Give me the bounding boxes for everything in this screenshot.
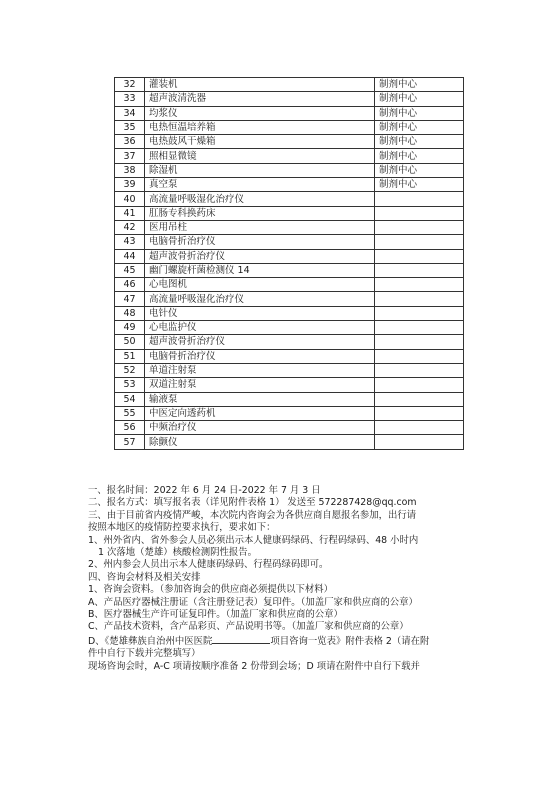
table-row [115, 206, 464, 220]
epidemic-notice-line2: 按照本地区的疫情防控要求执行，要求如下： [88, 522, 276, 534]
department [375, 278, 464, 292]
row-number: 40 [115, 192, 145, 206]
department [375, 263, 464, 277]
table-row [115, 220, 464, 234]
row-number: 53 [115, 378, 145, 392]
epidemic-notice-line1: 三、由于目前省内疫情严峻，本次院内咨询会为各供应商自愿报名参加，出行请 [88, 509, 417, 521]
row-number: 41 [115, 206, 145, 220]
requirement-1-line2: 1 次落地（楚雄）核酸检测阴性报告。 [98, 547, 257, 559]
equipment-name: 医用吊柱 [145, 220, 375, 234]
equipment-name: 高流量呼吸湿化治疗仪 [145, 292, 375, 306]
row-number: 49 [115, 321, 145, 335]
department: 制剂中心 [375, 149, 464, 163]
equipment-name: 电热恒温培养箱 [145, 120, 375, 134]
requirement-2: 2、州内参会人员出示本人健康码绿码、行程码绿码即可。 [88, 559, 329, 571]
table-row [115, 435, 464, 449]
onsite-instructions: 现场咨询会时，A-C 项请按顺序准备 2 份带到会场；D 项请在附件中自行下载并 [88, 660, 420, 672]
row-number: 48 [115, 306, 145, 320]
registration-time: 一、报名时间：2022 年 6 月 24 日-2022 年 7 月 3 日 [88, 485, 321, 496]
table-row [115, 363, 464, 377]
department: 制剂中心 [375, 178, 464, 192]
equipment-name: 幽门螺旋杆菌检测仪 14 [145, 263, 375, 277]
row-number: 50 [115, 335, 145, 349]
row-number: 57 [115, 435, 145, 449]
equipment-name: 超声波骨折治疗仪 [145, 335, 375, 349]
table-row [115, 178, 464, 192]
material-b: B、医疗器械生产许可证复印件。（加盖厂家和供应商的公章） [88, 609, 343, 621]
department [375, 406, 464, 420]
table-row [115, 392, 464, 406]
row-number: 42 [115, 220, 145, 234]
row-number: 36 [115, 135, 145, 149]
table-row [115, 406, 464, 420]
row-number: 55 [115, 406, 145, 420]
department: 制剂中心 [375, 135, 464, 149]
material-a: A、产品医疗器械注册证（含注册登记表）复印件。（加盖厂家和供应商的公章） [88, 596, 418, 608]
row-number: 45 [115, 263, 145, 277]
department: 制剂中心 [375, 120, 464, 134]
equipment-table [114, 77, 464, 450]
table-row [115, 163, 464, 177]
equipment-name: 电热鼓风干燥箱 [145, 135, 375, 149]
material-c: C、产品技术资料，含产品彩页、产品说明书等。（加盖厂家和供应商的公章） [88, 621, 409, 633]
department [375, 235, 464, 249]
equipment-name: 双道注射泵 [145, 378, 375, 392]
table-row [115, 421, 464, 435]
equipment-name: 输液泵 [145, 392, 375, 406]
department [375, 292, 464, 306]
department [375, 421, 464, 435]
department [375, 392, 464, 406]
department [375, 349, 464, 363]
row-number: 37 [115, 149, 145, 163]
department [375, 249, 464, 263]
table-row [115, 78, 464, 92]
table-row [115, 278, 464, 292]
row-number: 43 [115, 235, 145, 249]
equipment-name: 电脑骨折治疗仪 [145, 349, 375, 363]
row-number: 32 [115, 78, 145, 92]
row-number: 52 [115, 363, 145, 377]
table-row [115, 192, 464, 206]
department [375, 363, 464, 377]
table-row [115, 306, 464, 320]
equipment-name: 超声波骨折治疗仪 [145, 249, 375, 263]
fill-in-blank [212, 634, 270, 644]
table-row [115, 92, 464, 106]
table-row [115, 106, 464, 120]
department [375, 321, 464, 335]
equipment-name: 除颤仪 [145, 435, 375, 449]
notice-body [88, 485, 483, 673]
department: 制剂中心 [375, 78, 464, 92]
equipment-name: 高流量呼吸湿化治疗仪 [145, 192, 375, 206]
department [375, 306, 464, 320]
row-number: 47 [115, 292, 145, 306]
equipment-name: 肛肠专科换药床 [145, 206, 375, 220]
table-row [115, 349, 464, 363]
row-number: 38 [115, 163, 145, 177]
table-row [115, 378, 464, 392]
row-number: 34 [115, 106, 145, 120]
row-number: 35 [115, 120, 145, 134]
table-row [115, 120, 464, 134]
equipment-name: 灌装机 [145, 78, 375, 92]
department [375, 378, 464, 392]
row-number: 44 [115, 249, 145, 263]
row-number: 54 [115, 392, 145, 406]
equipment-name: 真空泵 [145, 178, 375, 192]
department [375, 192, 464, 206]
material-d [88, 634, 483, 648]
row-number: 33 [115, 92, 145, 106]
equipment-name: 电针仪 [145, 306, 375, 320]
equipment-name: 电脑骨折治疗仪 [145, 235, 375, 249]
material-d-continued: 件中自行下载并完整填写） [88, 648, 201, 660]
department [375, 435, 464, 449]
row-number: 56 [115, 421, 145, 435]
equipment-name: 中医定向透药机 [145, 406, 375, 420]
table-row [115, 335, 464, 349]
material-d-start: D、《楚雄彝族自治州中医医院 [88, 635, 213, 647]
equipment-name: 中频治疗仪 [145, 421, 375, 435]
table-row [115, 292, 464, 306]
table-row [115, 235, 464, 249]
table-row [115, 135, 464, 149]
registration-method: 二、报名方式：填写报名表（详见附件表格 1） 发送至 572287428@qq.com [88, 497, 417, 509]
table-row [115, 249, 464, 263]
department [375, 206, 464, 220]
table-row [115, 149, 464, 163]
row-number: 39 [115, 178, 145, 192]
section-four-heading: 四、咨询会材料及相关安排 [88, 571, 201, 583]
department [375, 335, 464, 349]
requirement-1-line1: 1、州外省内、省外参会人员必须出示本人健康码绿码、行程码绿码、48 小时内 [88, 534, 419, 546]
equipment-name: 照相显微镜 [145, 149, 375, 163]
department: 制剂中心 [375, 106, 464, 120]
department: 制剂中心 [375, 92, 464, 106]
equipment-name: 均浆仪 [145, 106, 375, 120]
table-row [115, 263, 464, 277]
equipment-name: 除湿机 [145, 163, 375, 177]
equipment-name: 单道注射泵 [145, 363, 375, 377]
equipment-name: 超声波清洗器 [145, 92, 375, 106]
materials-heading: 1、咨询会资料。（参加咨询会的供应商必须提供以下材料） [88, 584, 334, 596]
equipment-name: 心电图机 [145, 278, 375, 292]
row-number: 46 [115, 278, 145, 292]
equipment-name: 心电监护仪 [145, 321, 375, 335]
row-number: 51 [115, 349, 145, 363]
material-d-end: 项目咨询一览表》附件表格 2（请在附 [270, 635, 430, 647]
department: 制剂中心 [375, 163, 464, 177]
table-row [115, 321, 464, 335]
department [375, 220, 464, 234]
